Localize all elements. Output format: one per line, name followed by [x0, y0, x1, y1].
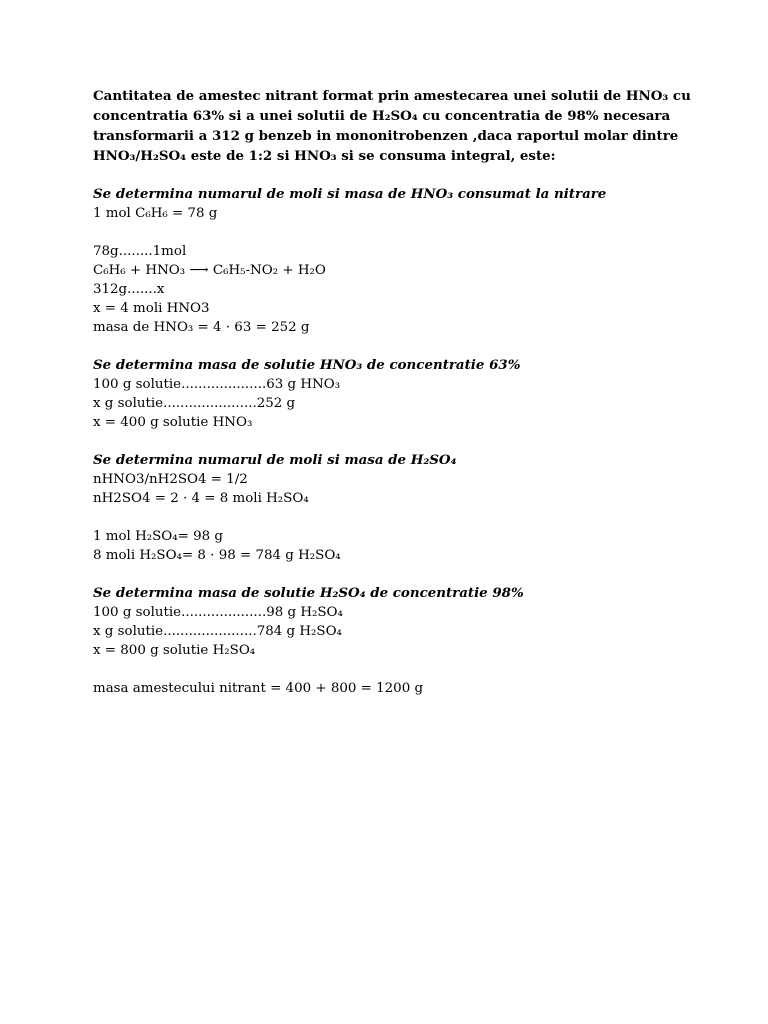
solution-line: x = 800 g solutie H₂SO₄ [93, 643, 256, 658]
solution-line: 1 mol H₂SO₄= 98 g [93, 529, 223, 544]
reaction-equation: C₆H₆ + HNO₃ ⟶ C₆H₅-NO₂ + H₂O [93, 263, 326, 278]
blank-line [93, 223, 653, 242]
blank-line [93, 508, 653, 527]
solution-line: 1 mol C₆H₆ = 78 g [93, 206, 218, 221]
document-body [93, 86, 691, 717]
section-heading: Se determina masa de solutie HNO₃ de concentratie 63% [93, 357, 521, 373]
section-heading: Se determina numarul de moli si masa de H₂SO₄ [93, 452, 457, 468]
problem-line: Cantitatea de amestec nitrant format prin amestecarea unei solutii de HNO₃ cu [93, 88, 691, 104]
solution-line: nHNO3/nH2SO4 = 1/2 [93, 472, 248, 487]
problem-statement [93, 86, 691, 166]
solution-line: 100 g solutie....................63 g HNO₃ [93, 377, 341, 392]
problem-line: concentratia 63% si a unei solutii de H₂SO₄ cu concentratia de 98% necesara [93, 108, 671, 124]
section-heading: Se determina masa de solutie H₂SO₄ de concentratie 98% [93, 585, 524, 601]
solution-line: 8 moli H₂SO₄= 8 · 98 = 784 g H₂SO₄ [93, 548, 341, 563]
solution-line: 78g........1mol [93, 244, 187, 259]
solution-line: 312g.......x [93, 282, 165, 297]
solution-line: 100 g solutie....................98 g H₂SO₄ [93, 605, 343, 620]
solution-line: x = 400 g solutie HNO₃ [93, 415, 253, 430]
section-solution-hno3 [93, 356, 653, 432]
solution-line: x g solutie......................252 g [93, 396, 296, 411]
problem-line: HNO₃/H₂SO₄ este de 1:2 si HNO₃ si se consuma integral, este: [93, 148, 556, 164]
solution-line: x = 4 moli HNO3 [93, 301, 210, 316]
solution-line: masa de HNO₃ = 4 · 63 = 252 g [93, 320, 310, 335]
problem-line: transformarii a 312 g benzeb in mononitrobenzen ,daca raportul molar dintre [93, 128, 679, 144]
section-moles-h2so4 [93, 451, 653, 565]
section-moles-hno3 [93, 185, 653, 337]
section-final-result [93, 679, 653, 698]
final-answer: masa amestecului nitrant = 400 + 800 = 1200 g [93, 681, 424, 696]
section-heading: Se determina numarul de moli si masa de HNO₃ consumat la nitrare [93, 186, 607, 202]
section-solution-h2so4 [93, 584, 653, 660]
solution-line: nH2SO4 = 2 · 4 = 8 moli H₂SO₄ [93, 491, 309, 506]
solution-line: x g solutie......................784 g H₂SO₄ [93, 624, 342, 639]
